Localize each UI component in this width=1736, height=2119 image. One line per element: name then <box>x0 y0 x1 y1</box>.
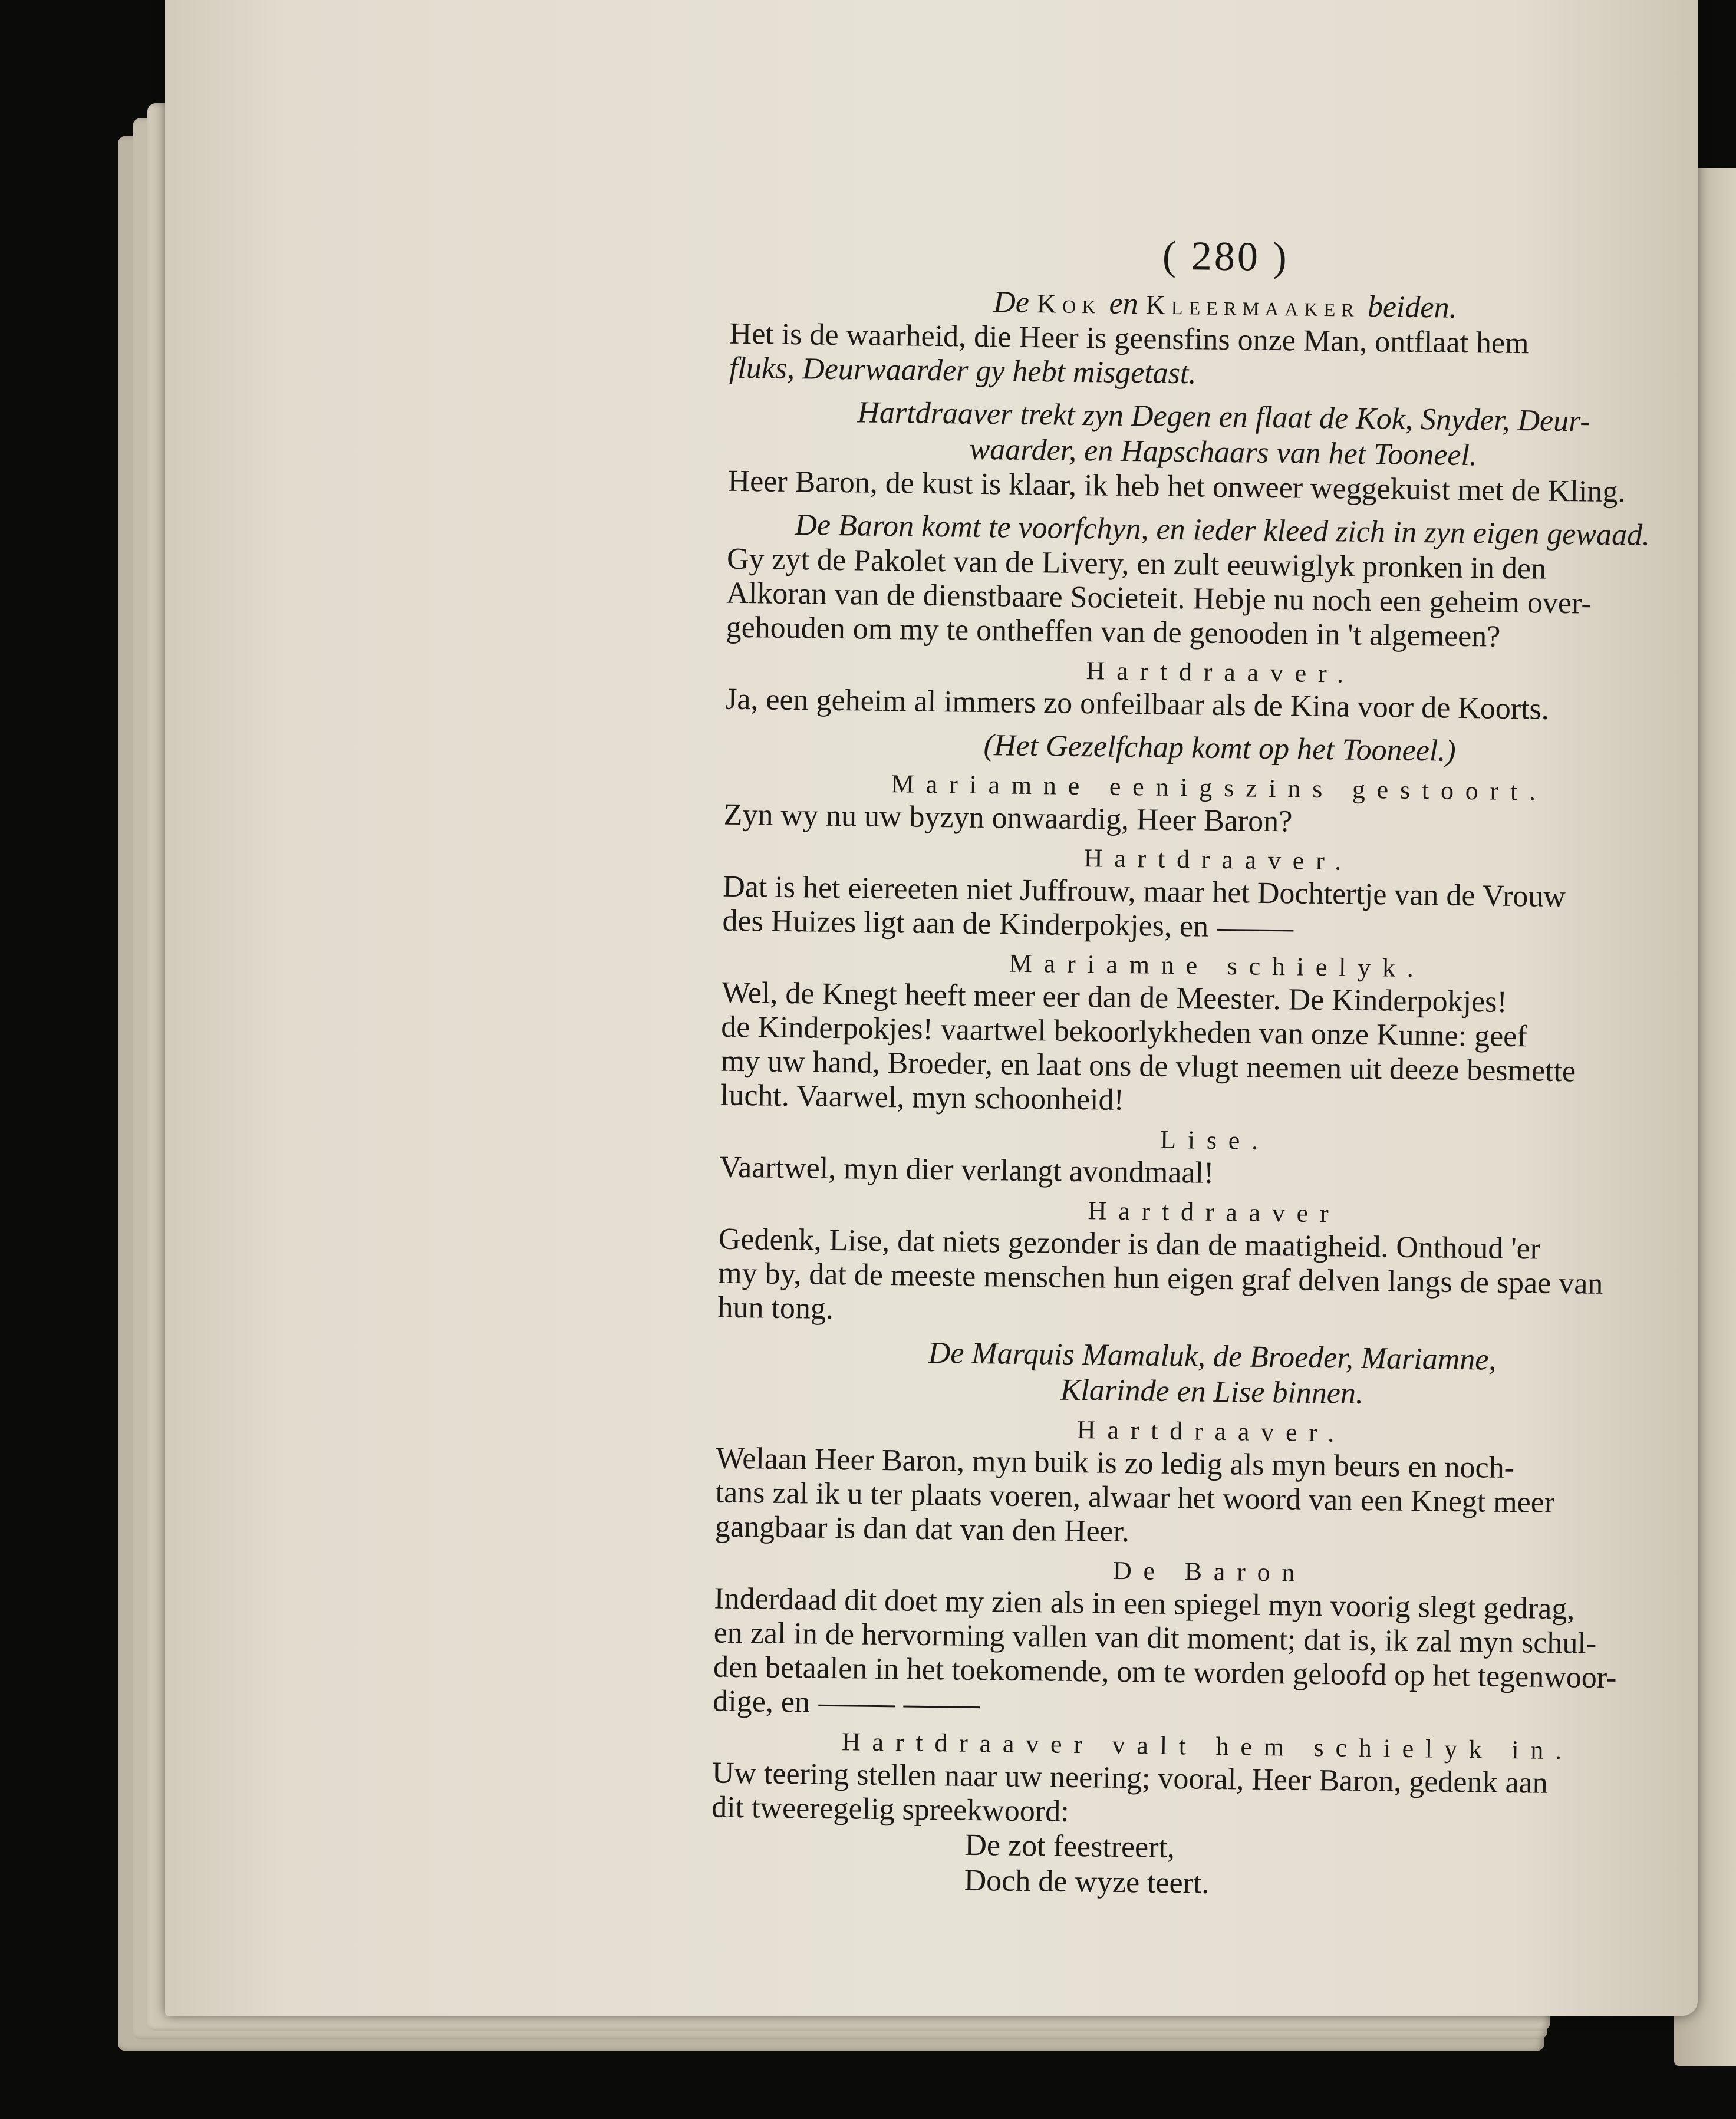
speaker-name: Lise. <box>1159 1125 1270 1156</box>
text-line: des Huizes ligt aan de Kinderpokjes, en <box>722 904 1209 944</box>
speaker-name: Hartdraaver. <box>1076 1415 1346 1448</box>
text-line: Hartdraaver trekt zyn Degen en flaat de Kok, Snyder, Deur- <box>857 396 1591 439</box>
speaker-name: Mariamne schielyk. <box>1009 948 1425 983</box>
stage-direction <box>689 724 1736 773</box>
heading-part: Kleermaaker <box>1145 289 1361 322</box>
text-line: Dat is het eiereeten niet Juffrouw, maar het Dochtertje van de Vrouw <box>722 869 1566 914</box>
text-line: Uw teering stellen naar uw neering; vooral, Heer Baron, gedenk aan <box>711 1756 1549 1800</box>
text-line: De Baron komt te voorfchyn, en ieder kleed zich in zyn eigen gewaad. <box>795 508 1651 552</box>
stage-direction <box>681 1333 1736 1416</box>
verse-line: De zot feestreert, <box>964 1828 1175 1865</box>
text-line: Heer Baron, de kust is klaar, ik heb het onweer weggekuist met de Kling. <box>727 464 1626 509</box>
text-line: waarder, en Hapschaars van het Tooneel. <box>969 432 1478 473</box>
heading-part: beiden. <box>1359 289 1457 325</box>
text-line: Vaartwel, myn dier verlangt avondmaal! <box>719 1150 1214 1190</box>
text-line: gehouden om my te ontheffen van de genooden in 't algemeen? <box>726 610 1501 654</box>
text-line: (Het Gezelfchap komt op het Tooneel.) <box>983 729 1457 768</box>
text-line: Alkoran van de dienstbaare Societeit. Hebje nu noch een geheim over- <box>726 576 1592 621</box>
text-line: Het is de waarheid, die Heer is geensfins onze Man, ontflaat hem <box>729 317 1529 361</box>
text-line: hun tong. <box>717 1290 834 1326</box>
interruption-dash <box>1217 928 1293 931</box>
text-line: my uw hand, Broeder, en laat ons de vlugt neemen uit deeze besmette <box>720 1044 1576 1089</box>
text-line: de Kinderpokjes! vaartwel bekoorlykheden van onze Kunne: geef <box>721 1010 1527 1054</box>
heading-part: Kok <box>1036 288 1102 319</box>
text-line: Ja, een geheim al immers zo onfeilbaar als de Kina voor de Koorts. <box>724 682 1550 726</box>
speaker-name: Hartdraaver valt hem schielyk in. <box>841 1727 1574 1765</box>
text-line: Inderdaad dit doet my zien als in een spiegel myn voorig slegt gedrag, <box>714 1581 1575 1626</box>
text-line: De Marquis Mamaluk, de Broeder, Mariamne, <box>928 1336 1497 1377</box>
text-line: den betaalen in het toekomende, om te worden geloofd op het tegenwoor- <box>713 1650 1617 1695</box>
text-line: en zal in de hervorming vallen van dit moment; dat is, ik zal myn schul- <box>713 1616 1597 1660</box>
text-line: Gedenk, Lise, dat niets gezonder is dan de maatigheid. Onthoud 'er <box>718 1222 1541 1266</box>
speech <box>687 869 1736 951</box>
speaker-name: Mariamne eenigszins gestoort. <box>891 769 1548 806</box>
text-line: fluks, Deurwaarder gy hebt misgetast. <box>729 351 1197 391</box>
speech <box>694 317 1736 398</box>
text-line: Gy zyt de Pakolet van de Livery, en zult eeuwiglyk pronken in den <box>726 542 1547 586</box>
page-number: ( 280 ) <box>1162 233 1290 281</box>
text-line: Welaan Heer Baron, myn buik is zo ledig als myn beurs en noch- <box>716 1441 1515 1485</box>
speech <box>685 976 1736 1125</box>
speaker-name: Hartdraaver <box>1088 1196 1340 1228</box>
text-line: Wel, de Knegt heeft meer eer dan de Meester. De Kinderpokjes! <box>721 976 1508 1019</box>
book-page <box>165 0 1698 2016</box>
text-line: dige, en <box>713 1684 811 1719</box>
heading-part: De <box>993 285 1037 320</box>
speech <box>690 542 1736 657</box>
speaker-name: Hartdraaver. <box>1083 843 1353 876</box>
text-line: tans zal ik u ter plaats voeren, alwaar het woord van een Knegt meer <box>715 1475 1555 1520</box>
stage-direction <box>693 393 1736 477</box>
text-line: Zyn wy nu uw byzyn onwaardig, Heer Baron? <box>723 797 1293 839</box>
proverb-verse <box>964 1828 1736 1908</box>
speech <box>677 1581 1736 1731</box>
page-text <box>675 224 1736 1908</box>
speech <box>676 1756 1736 1837</box>
speaker-name: De Baron <box>1112 1556 1307 1587</box>
interruption-dash <box>903 1705 980 1708</box>
speech <box>682 1222 1736 1337</box>
text-line: my by, dat de meeste menschen hun eigen graf delven langs de spae van <box>717 1256 1603 1301</box>
text-line: lucht. Vaarwel, myn schoonheid! <box>720 1078 1125 1117</box>
verse-line: Doch de wyze teert. <box>964 1863 1210 1900</box>
text-line: gangbaar is dan dat van den Heer. <box>714 1510 1130 1549</box>
speaker-name: Hartdraaver. <box>1086 656 1356 688</box>
text-line: Klarinde en Lise binnen. <box>1060 1373 1364 1411</box>
speech <box>680 1441 1736 1557</box>
heading-part: en <box>1101 286 1147 321</box>
text-line: dit tweeregelig spreekwoord: <box>711 1790 1069 1828</box>
interruption-dash <box>818 1704 895 1707</box>
